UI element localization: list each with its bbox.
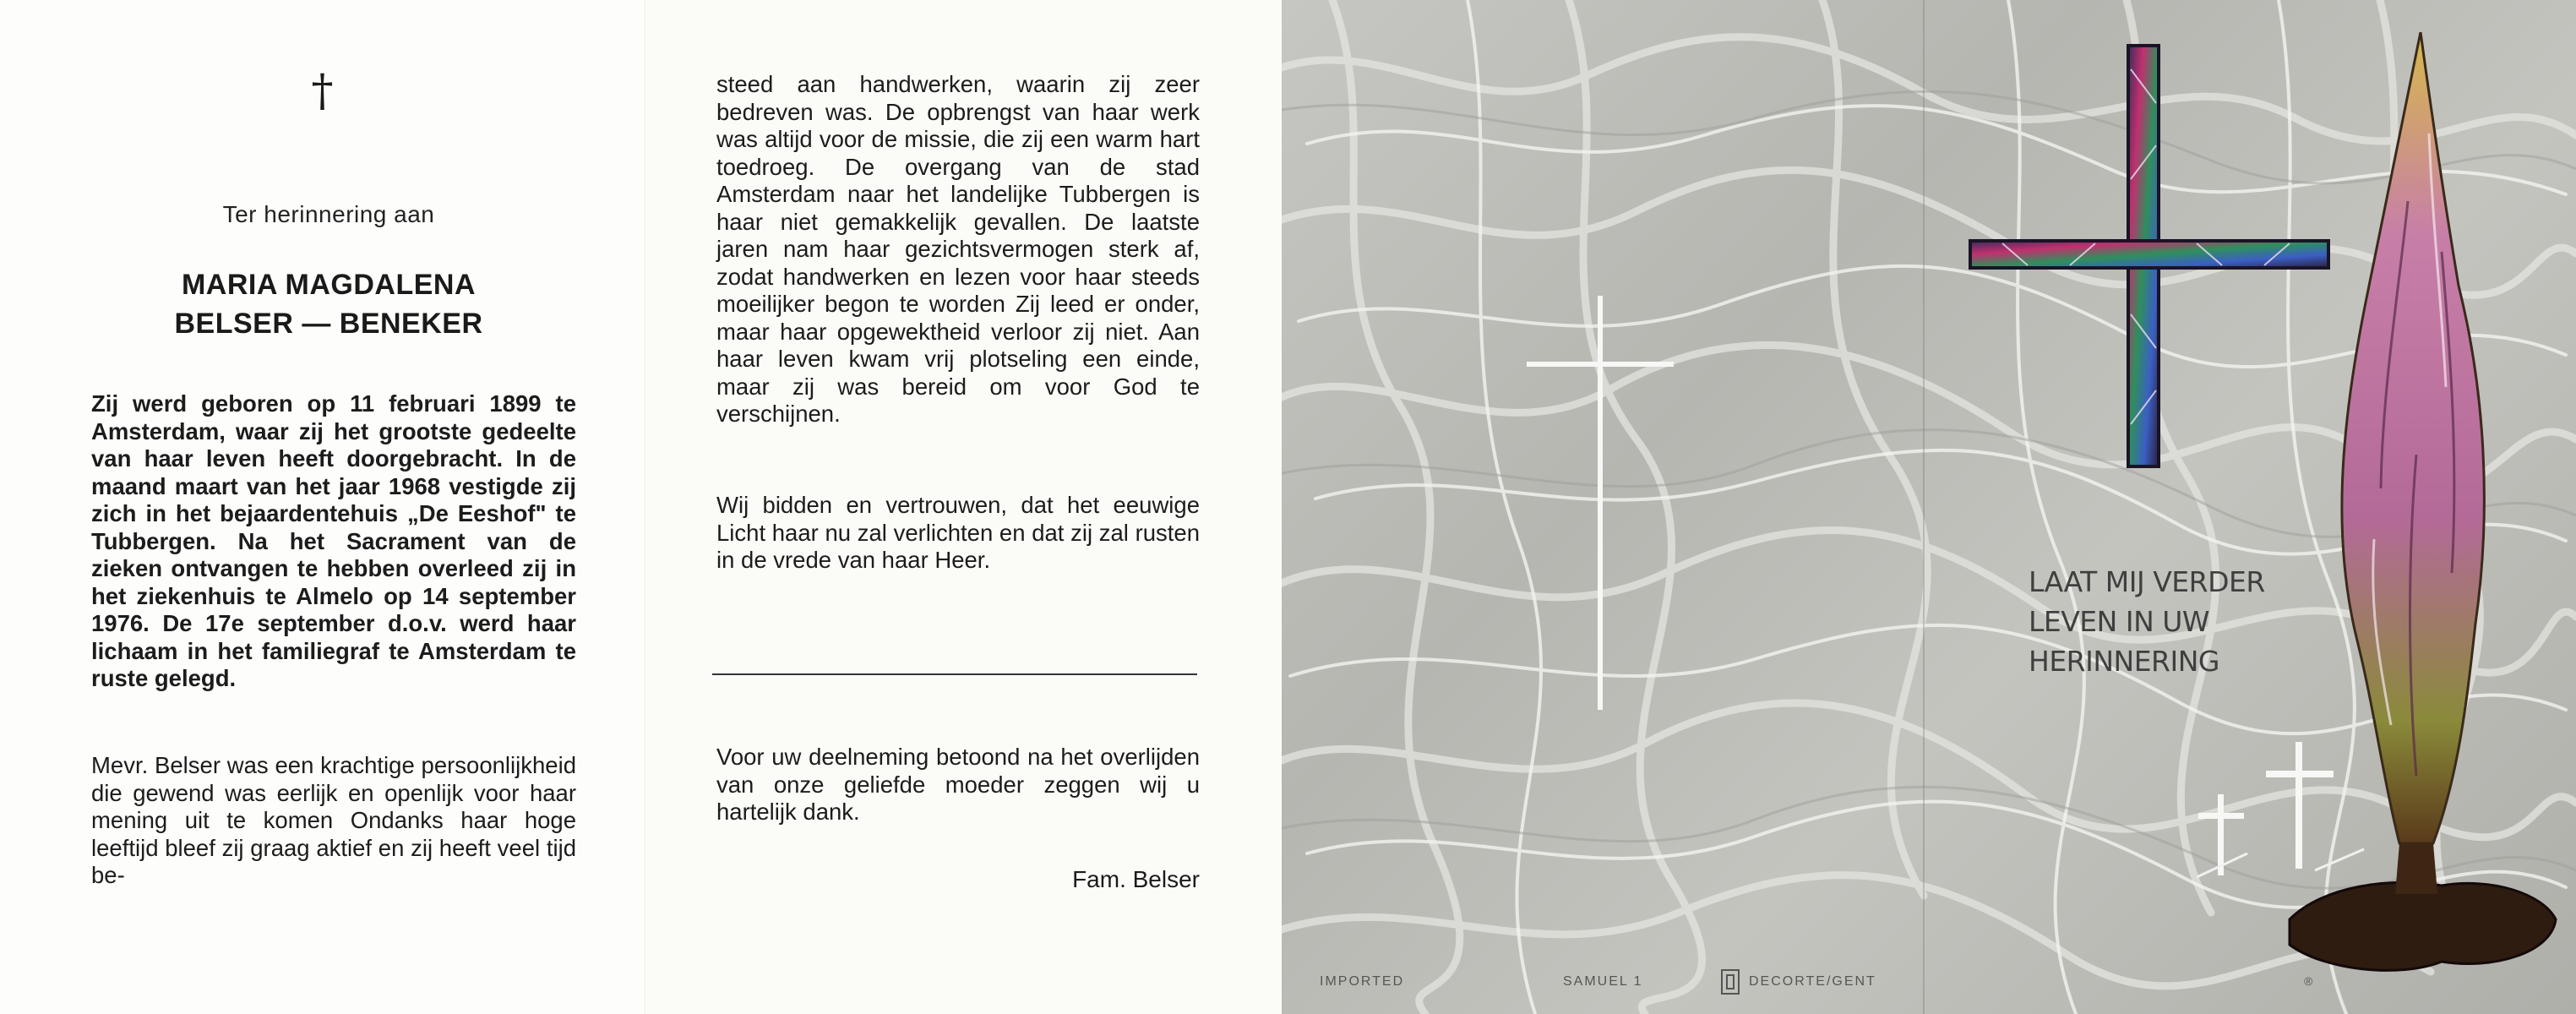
- continued-paragraph: steed aan handwerken, waarin zij zeer bedreven was. De opbrengst van haar werk was altijd voor de missie, die zij een warm hart toedroeg. De overgang van de stad Amsterdam naar het landelijke Tubbergen is haar niet gemakkelijk gevallen. De laatste jaren nam haar gezichtsvermogen sterk af, zodat handwerken en lezen voor haar steeds moeilijker begon te worden Zij leed er onder, maar haar opgewektheid verloor zij niet. Aan haar leven kwam vrij plotseling een einde, maar zij was bereid om voor God te verschijnen.: [716, 71, 1200, 427]
- motto-line: LEVEN IN UW: [2029, 605, 2210, 638]
- motto-line: LAAT MIJ VERDER: [2029, 565, 2265, 598]
- card-fold-line: [1923, 0, 1925, 1014]
- cross-symbol: †: [311, 66, 334, 117]
- small-crosses-icon: [2197, 735, 2366, 887]
- thanks-paragraph: Voor uw deelneming betoond na het overlijden van onze geliefde moeder zeggen wij u hartelijk dank.: [716, 744, 1200, 825]
- personality-paragraph: Mevr. Belser was een krachtige persoonlijkheid die gewend was eerlijk en openlijk voor haar mening uit te komen Ondanks haar hoge leeftijd bleef zij graag aktief en zij heeft veel tijd be-: [91, 752, 576, 888]
- prayer-paragraph: Wij bidden en vertrouwen, dat het eeuwige Licht haar nu zal verlichten en dat zij zal rusten in de vrede van haar Heer.: [716, 492, 1200, 573]
- card-left-page: [0, 0, 645, 1014]
- cover-motto: [2029, 562, 2265, 681]
- footer-imported: IMPORTED: [1320, 974, 1405, 989]
- deceased-name-last: BELSER — BENEKER: [174, 308, 483, 340]
- deceased-name-first: MARIA MAGDALENA: [181, 269, 477, 301]
- divider-line: [712, 673, 1197, 675]
- biography-paragraph: Zij werd geboren op 11 februari 1899 te Amsterdam, waar zij het grootste gedeelte van haar leven heeft doorgebracht. In de maand maart van het jaar 1968 vestigde zij zich in het bejaardentehuis „De Eeshof" te Tubbergen. Na het Sacrament van de zieken ontvangen te hebben overleed zij in het ziekenhuis te Almelo op 14 september 1976. De 17e september d.o.v. werd haar lichaam in het familiegraf te Amsterdam te ruste gelegd.: [91, 390, 576, 691]
- intro-text: Ter herinnering aan: [222, 201, 435, 227]
- footer-mark: ®: [2304, 974, 2315, 988]
- white-cross-icon: [1527, 296, 1679, 718]
- footer-publisher: DECORTE/GENT: [1749, 974, 1876, 989]
- family-signature: Fam. Belser: [1072, 866, 1200, 892]
- motto-line: HERINNERING: [2029, 645, 2219, 678]
- footer-series: SAMUEL 1: [1563, 974, 1643, 989]
- publisher-logo-icon: [1721, 969, 1740, 995]
